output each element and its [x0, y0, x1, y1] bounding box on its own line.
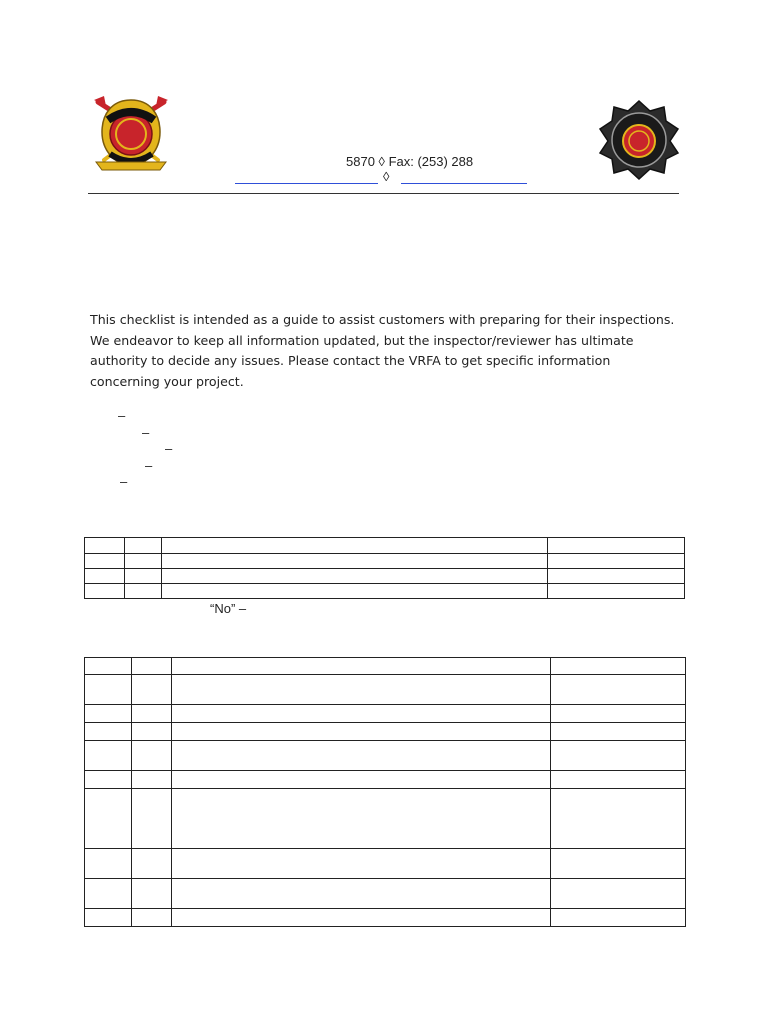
dash-item: –	[118, 408, 126, 423]
contact-separator: ◊	[383, 169, 390, 184]
table-cell	[551, 771, 686, 789]
table-row	[85, 771, 686, 789]
table-row	[85, 675, 686, 705]
table-cell	[172, 771, 551, 789]
table-row	[85, 879, 686, 909]
table-cell	[85, 879, 132, 909]
table-cell	[162, 538, 548, 554]
header-divider	[88, 193, 679, 194]
contact-phone-fax: 5870 ◊ Fax: (253) 288	[346, 154, 474, 169]
table-cell	[172, 705, 551, 723]
table-cell	[551, 658, 686, 675]
table-cell	[172, 723, 551, 741]
checklist-table-2	[84, 657, 686, 927]
email-link[interactable]	[235, 183, 378, 184]
table-cell	[85, 584, 125, 599]
table-row	[85, 723, 686, 741]
table-cell	[551, 675, 686, 705]
table-cell	[172, 909, 551, 927]
table-cell	[85, 771, 132, 789]
table-row	[85, 569, 685, 584]
table-cell	[132, 741, 172, 771]
table-cell	[85, 741, 132, 771]
checklist-table-1	[84, 537, 685, 599]
table-cell	[132, 675, 172, 705]
intro-paragraph: This checklist is intended as a guide to assist customers with preparing for their inspections. We endeavor to keep all information updated, but the inspector/reviewer has ultimate authority to decide any issues. Please contact the VRFA to get specific information concerning your project.	[90, 312, 675, 389]
table-row	[85, 658, 686, 675]
website-link[interactable]	[401, 183, 527, 184]
table-cell	[548, 584, 685, 599]
table-cell	[162, 569, 548, 584]
table-cell	[125, 538, 162, 554]
valley-regional-fire-badge	[598, 99, 680, 181]
table-cell	[125, 584, 162, 599]
table-cell	[85, 723, 132, 741]
table-cell	[85, 675, 132, 705]
dash-item: –	[142, 425, 150, 440]
dash-item: –	[120, 474, 128, 489]
table-row	[85, 538, 685, 554]
table-row	[85, 584, 685, 599]
table-cell	[172, 658, 551, 675]
dash-item: –	[145, 458, 153, 473]
table-cell	[548, 569, 685, 584]
table-cell	[85, 538, 125, 554]
table-cell	[125, 554, 162, 569]
vrfa-helmet-logo	[90, 94, 172, 174]
table-cell	[132, 849, 172, 879]
table-cell	[162, 554, 548, 569]
table-cell	[551, 849, 686, 879]
table-cell	[551, 789, 686, 849]
table-cell	[132, 909, 172, 927]
table-cell	[125, 569, 162, 584]
table-row	[85, 554, 685, 569]
no-answer-note: “No” –	[210, 601, 247, 616]
valley-regional-fire-badge-icon	[598, 99, 680, 181]
table-cell	[85, 658, 132, 675]
table-row	[85, 705, 686, 723]
table-cell	[132, 879, 172, 909]
table-cell	[172, 849, 551, 879]
table-cell	[132, 705, 172, 723]
table-row	[85, 849, 686, 879]
table-cell	[132, 723, 172, 741]
table-cell	[551, 879, 686, 909]
table-row	[85, 789, 686, 849]
table-cell	[85, 705, 132, 723]
table-cell	[172, 879, 551, 909]
table-row	[85, 909, 686, 927]
table-cell	[132, 658, 172, 675]
table-cell	[551, 723, 686, 741]
table-cell	[172, 741, 551, 771]
table-cell	[85, 569, 125, 584]
table-cell	[85, 849, 132, 879]
table-cell	[551, 909, 686, 927]
vrfa-helmet-emblem-icon	[90, 94, 172, 174]
table-cell	[132, 789, 172, 849]
dash-item: –	[165, 441, 173, 456]
table-cell	[132, 771, 172, 789]
table-cell	[85, 909, 132, 927]
table-cell	[548, 554, 685, 569]
table-cell	[551, 741, 686, 771]
table-cell	[172, 675, 551, 705]
table-cell	[548, 538, 685, 554]
table-cell	[172, 789, 551, 849]
table-row	[85, 741, 686, 771]
table-cell	[85, 554, 125, 569]
table-cell	[85, 789, 132, 849]
table-cell	[551, 705, 686, 723]
table-cell	[162, 584, 548, 599]
